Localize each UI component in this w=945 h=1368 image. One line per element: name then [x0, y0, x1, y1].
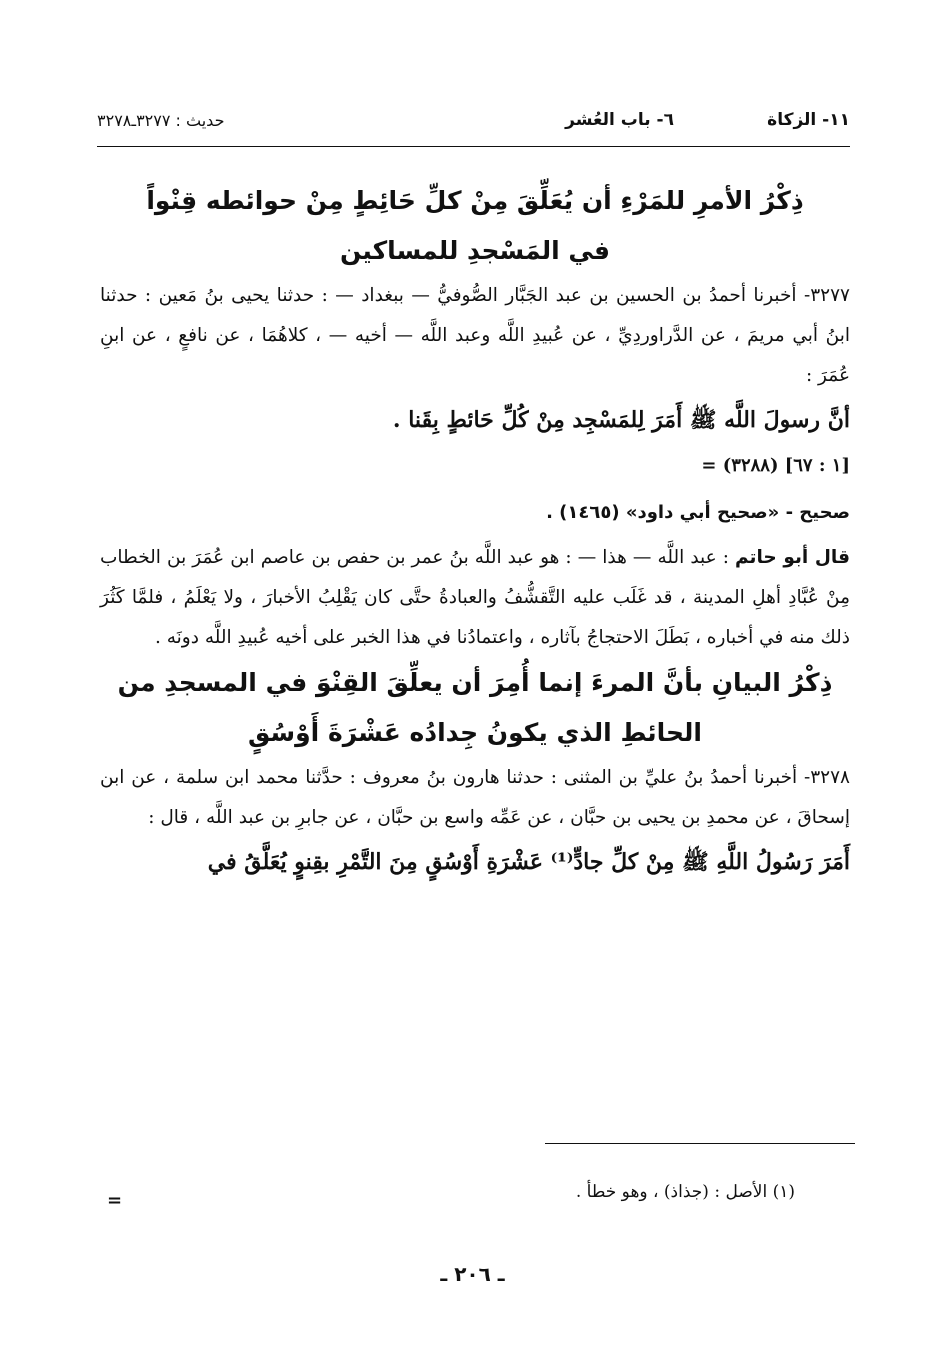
chapter-heading-2 [100, 658, 850, 758]
reference-text: = (٣٢٨٨) [١ : ٦٧] [701, 455, 850, 476]
hadith-3278-isnad: ٣٢٧٨- أخبرنا أحمدُ بنُ عليِّ بن المثنى : حدثنا هارون بنُ معروف : حدَّثنا محمد ابن سلمة ، عن ابن إسحاقَ ، عن محمدِ بن يحيى بن حبَّان ، عن عَمِّه واسع بن حبَّان ، عن جابرِ بن عبد اللَّه ، قال : [100, 767, 850, 828]
hadith-3277-isnad: ٣٢٧٧- أخبرنا أحمدُ بن الحسين بن عبد الجَبَّار الصُّوفيُّ — ببغداد — : حدثنا يحيى بنُ مَعين : حدثنا ابنُ أبي مريمَ ، عن الدَّراوردِيِّ ، عن عُبيدِ اللَّه وعبد اللَّه — أخيه — ، كلاهُمَا ، عن نافعٍ ، عن ابنِ عُمَرَ : [100, 285, 850, 386]
abu-hatim-label: قال أبو حاتم [735, 547, 850, 568]
hadith-range: حديث : ٣٢٧٧ـ٣٢٧٨ [97, 111, 225, 130]
hadith-3277-reference [100, 444, 850, 488]
abu-hatim-comment [100, 538, 850, 658]
abu-hatim-text: : عبد اللَّه — هذا — : هو عبد اللَّه بنُ عمر بن حفص بن عاصم ابن عُمَرَ بن الخطاب مِنْ عُبَّادِ أهلِ المدينة ، قد غَلَب عليه التَّقشُّفُ والعبادةُ حتَّى كان يَقْلِبُ الأخبارَ ، ولا يَعْلَمُ ، فلمَّا كَثُرَ ذلك منه في أخباره ، بَطَلَ الاحتجاجُ بآثاره ، واعتمادُنا في هذا الخبر على أخيه عُبيدِ اللَّه دونَه . [100, 547, 850, 648]
hadith-3277-grading: صحيح - «صحيح أبي داود» (١٤٦٥) . [546, 502, 850, 523]
footnote-rule [545, 1143, 855, 1144]
continuation-mark: = [107, 1190, 123, 1211]
heading-1-line-1: ذِكْرُ الأمرِ للمَرْءِ أن يُعَلِّقَ مِنْ كلِّ حَائِطٍ مِنْ حوائطه قِنْواً [146, 186, 804, 215]
hadith-3277-matn: أنَّ رسولَ اللَّه ﷺ أَمَرَ لِلمَسْجِد مِنْ كُلِّ حَائطٍ بِقَنا . [392, 407, 850, 433]
heading-2-line-2: الحائطِ الذي يكونُ جِدادُه عَشْرَةَ أَوْسُقٍ [248, 718, 702, 747]
footnote: (١) الأصل : (جذاذ) ، وهو خطأ . [575, 1182, 795, 1202]
hadith-3278-matn: أَمَرَ رَسُولُ اللَّهِ ﷺ مِنْ كلِّ جادٍّ⁽¹⁾ عَشْرَةِ أَوْسُقٍ مِنَ التَّمْرِ بقِنوٍ يُعَلَّقُ في [207, 849, 850, 875]
header-rule [97, 146, 850, 147]
running-header [97, 108, 850, 142]
chapter-heading-1 [100, 176, 850, 276]
chapter-title: ١١- الزكاة [767, 110, 850, 130]
section-title: ٦- باب العُشر [565, 110, 674, 130]
page-body [100, 176, 850, 886]
heading-2-line-1: ذِكْرُ البيانِ بأنَّ المرءَ إنما أُمِرَ أن يعلِّقَ القِنْوَ في المسجدِ من [117, 668, 833, 697]
heading-1-line-2: في المَسْجدِ للمساكين [339, 236, 611, 265]
page-number: ـ ٢٠٦ ـ [440, 1262, 505, 1286]
